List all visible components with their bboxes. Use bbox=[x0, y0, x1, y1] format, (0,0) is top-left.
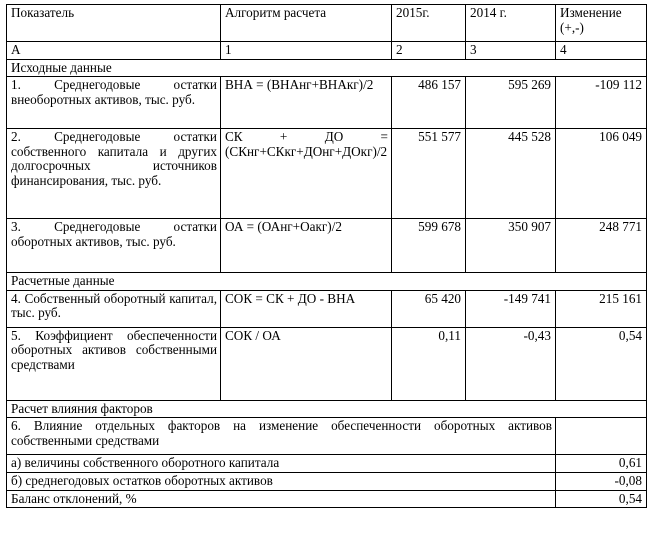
section-calculated-data: Расчетные данные bbox=[7, 273, 647, 291]
row-value-2014: 595 269 bbox=[466, 77, 556, 129]
factor-label: б) среднегодовых остатков оборотных активов bbox=[7, 472, 556, 490]
index-cell: 3 bbox=[466, 42, 556, 60]
factors-title-value bbox=[556, 418, 647, 455]
row-value-2015: 65 420 bbox=[392, 290, 466, 327]
row-value-2014: 350 907 bbox=[466, 219, 556, 273]
row-name: 4. Собственный оборотный капитал, тыс. руб. bbox=[7, 290, 221, 327]
row-value-2015: 486 157 bbox=[392, 77, 466, 129]
row-formula: ВНА = (ВНАнг+ВНАкг)/2 bbox=[221, 77, 392, 129]
deviation-balance-value: 0,54 bbox=[556, 490, 647, 508]
section-row bbox=[7, 273, 647, 291]
table-row bbox=[7, 129, 647, 219]
index-cell: 2 bbox=[392, 42, 466, 60]
factor-label: а) величины собственного оборотного капитала bbox=[7, 455, 556, 473]
header-year-2015: 2015г. bbox=[392, 5, 466, 42]
index-cell: 1 bbox=[221, 42, 392, 60]
row-name: 5. Коэффициент обеспеченности оборотных активов собственными средствами bbox=[7, 327, 221, 400]
factors-title: 6. Влияние отдельных факторов на изменение обеспеченности оборотных активов собственными средствами bbox=[7, 418, 556, 455]
section-source-data: Исходные данные bbox=[7, 59, 647, 77]
row-formula: ОА = (ОАнг+Оакг)/2 bbox=[221, 219, 392, 273]
section-factor-calculation: Расчет влияния факторов bbox=[7, 400, 647, 418]
header-indicator: Показатель bbox=[7, 5, 221, 42]
factor-value: -0,08 bbox=[556, 472, 647, 490]
row-formula: СОК = СК + ДО - ВНА bbox=[221, 290, 392, 327]
table-row bbox=[7, 327, 647, 400]
header-row bbox=[7, 5, 647, 42]
table-row bbox=[7, 219, 647, 273]
row-value-2014: 445 528 bbox=[466, 129, 556, 219]
section-row bbox=[7, 400, 647, 418]
header-year-2014: 2014 г. bbox=[466, 5, 556, 42]
row-value-2014: -149 741 bbox=[466, 290, 556, 327]
header-algorithm: Алгоритм расчета bbox=[221, 5, 392, 42]
header-change: Изменение (+,-) bbox=[556, 5, 647, 42]
factors-title-row bbox=[7, 418, 647, 455]
row-change: -109 112 bbox=[556, 77, 647, 129]
section-row bbox=[7, 59, 647, 77]
table-row bbox=[7, 290, 647, 327]
row-formula: СОК / ОА bbox=[221, 327, 392, 400]
factor-row bbox=[7, 455, 647, 473]
row-value-2015: 0,11 bbox=[392, 327, 466, 400]
factor-analysis-table bbox=[6, 4, 647, 508]
factor-row bbox=[7, 490, 647, 508]
row-name: 3. Среднегодовые остатки оборотных активов, тыс. руб. bbox=[7, 219, 221, 273]
row-value-2015: 551 577 bbox=[392, 129, 466, 219]
row-formula: СК + ДО = (СКнг+СКкг+ДОнг+ДОкг)/2 bbox=[221, 129, 392, 219]
row-name: 2. Среднегодовые остатки собственного капитала и других долгосрочных источников финансирования, тыс. руб. bbox=[7, 129, 221, 219]
row-change: 248 771 bbox=[556, 219, 647, 273]
index-row bbox=[7, 42, 647, 60]
deviation-balance-label: Баланс отклонений, % bbox=[7, 490, 556, 508]
row-name: 1. Среднегодовые остатки внеоборотных активов, тыс. руб. bbox=[7, 77, 221, 129]
factor-row bbox=[7, 472, 647, 490]
row-change: 0,54 bbox=[556, 327, 647, 400]
row-change: 106 049 bbox=[556, 129, 647, 219]
index-cell: А bbox=[7, 42, 221, 60]
table-row bbox=[7, 77, 647, 129]
factor-value: 0,61 bbox=[556, 455, 647, 473]
row-value-2014: -0,43 bbox=[466, 327, 556, 400]
row-change: 215 161 bbox=[556, 290, 647, 327]
row-value-2015: 599 678 bbox=[392, 219, 466, 273]
index-cell: 4 bbox=[556, 42, 647, 60]
